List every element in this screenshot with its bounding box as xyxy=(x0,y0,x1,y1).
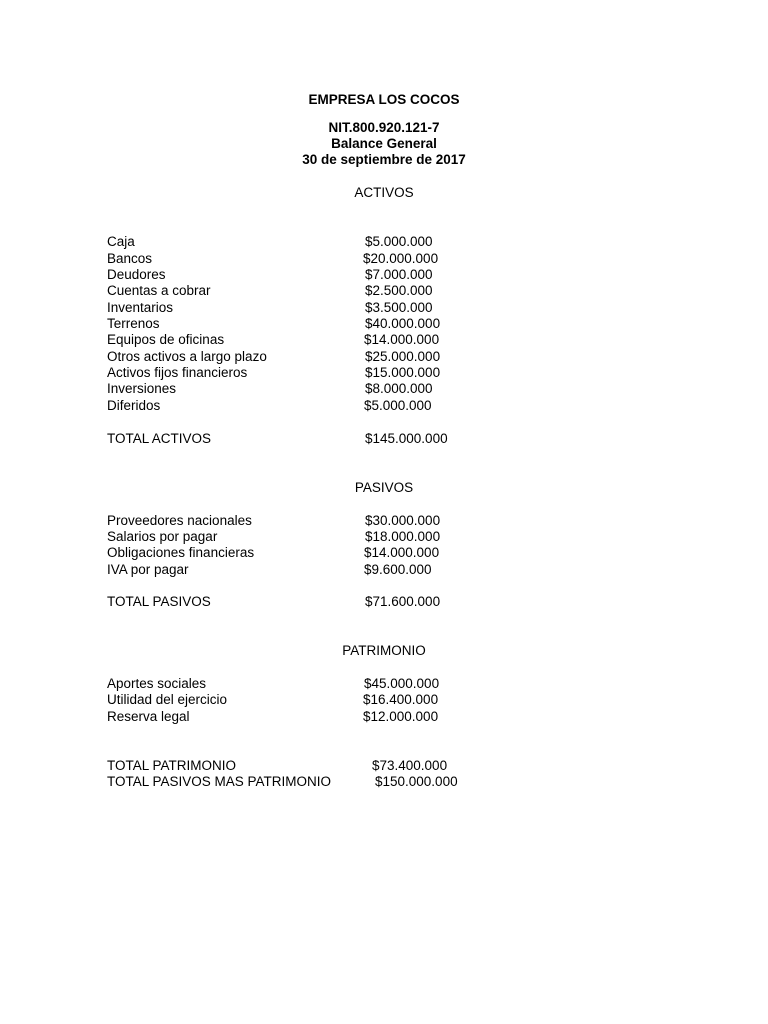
item-label: Inventarios xyxy=(107,299,174,315)
item-label: Caja xyxy=(107,234,135,249)
item-label: Reserva legal xyxy=(107,708,190,724)
item-amount: $7.000.000 xyxy=(365,267,433,282)
item-amount: $16.400.000 xyxy=(363,692,439,707)
total-amount: $145.000.000 xyxy=(365,430,448,446)
item-label: Proveedores nacionales xyxy=(107,512,252,528)
item-amount: $14.000.000 xyxy=(364,545,440,560)
item-amount: $40.000.000 xyxy=(365,316,441,331)
item-label: Inversiones xyxy=(107,381,177,396)
section-title-pasivos: PASIVOS xyxy=(354,480,414,495)
item-amount: $3.500.000 xyxy=(365,299,433,315)
report-title: Balance General xyxy=(331,136,437,151)
item-amount: $15.000.000 xyxy=(365,365,441,380)
item-label: Salarios por pagar xyxy=(107,528,218,544)
item-label: Obligaciones financieras xyxy=(107,545,255,560)
item-label: Activos fijos financieros xyxy=(107,365,248,380)
item-label: IVA por pagar xyxy=(107,561,189,577)
total-label: TOTAL PASIVOS xyxy=(107,594,211,609)
item-label: Cuentas a cobrar xyxy=(107,283,211,298)
item-label: Bancos xyxy=(107,250,153,266)
item-amount: $14.000.000 xyxy=(364,332,440,347)
report-date: 30 de septiembre de 2017 xyxy=(302,152,466,167)
total-label: TOTAL PATRIMONIO xyxy=(107,757,237,773)
section-title-patrimonio: PATRIMONIO xyxy=(342,643,426,658)
item-label: Utilidad del ejercicio xyxy=(107,692,228,707)
item-amount: $2.500.000 xyxy=(365,283,433,298)
company-name: EMPRESA LOS COCOS xyxy=(308,92,460,107)
item-amount: $9.600.000 xyxy=(364,561,432,577)
item-amount: $30.000.000 xyxy=(365,512,441,528)
item-amount: $5.000.000 xyxy=(365,234,433,249)
total-amount: $150.000.000 xyxy=(375,774,458,789)
item-label: Deudores xyxy=(107,267,166,282)
total-label: TOTAL ACTIVOS xyxy=(107,430,212,446)
item-amount: $18.000.000 xyxy=(365,528,441,544)
item-amount: $25.000.000 xyxy=(365,348,441,364)
item-amount: $45.000.000 xyxy=(364,676,440,691)
item-label: Otros activos a largo plazo xyxy=(107,348,267,364)
item-amount: $12.000.000 xyxy=(363,708,439,724)
total-amount: $71.600.000 xyxy=(365,594,441,609)
total-amount: $73.400.000 xyxy=(372,757,448,773)
item-amount: $8.000.000 xyxy=(365,381,433,396)
item-label: Terrenos xyxy=(107,316,160,331)
item-amount: $20.000.000 xyxy=(363,250,439,266)
total-label: TOTAL PASIVOS MAS PATRIMONIO xyxy=(107,774,332,789)
item-amount: $5.000.000 xyxy=(364,398,432,413)
item-label: Diferidos xyxy=(107,398,161,413)
item-label: Equipos de oficinas xyxy=(107,332,225,347)
nit-number: NIT.800.920.121-7 xyxy=(328,120,440,135)
section-title-activos: ACTIVOS xyxy=(354,185,414,200)
item-label: Aportes sociales xyxy=(107,676,207,691)
